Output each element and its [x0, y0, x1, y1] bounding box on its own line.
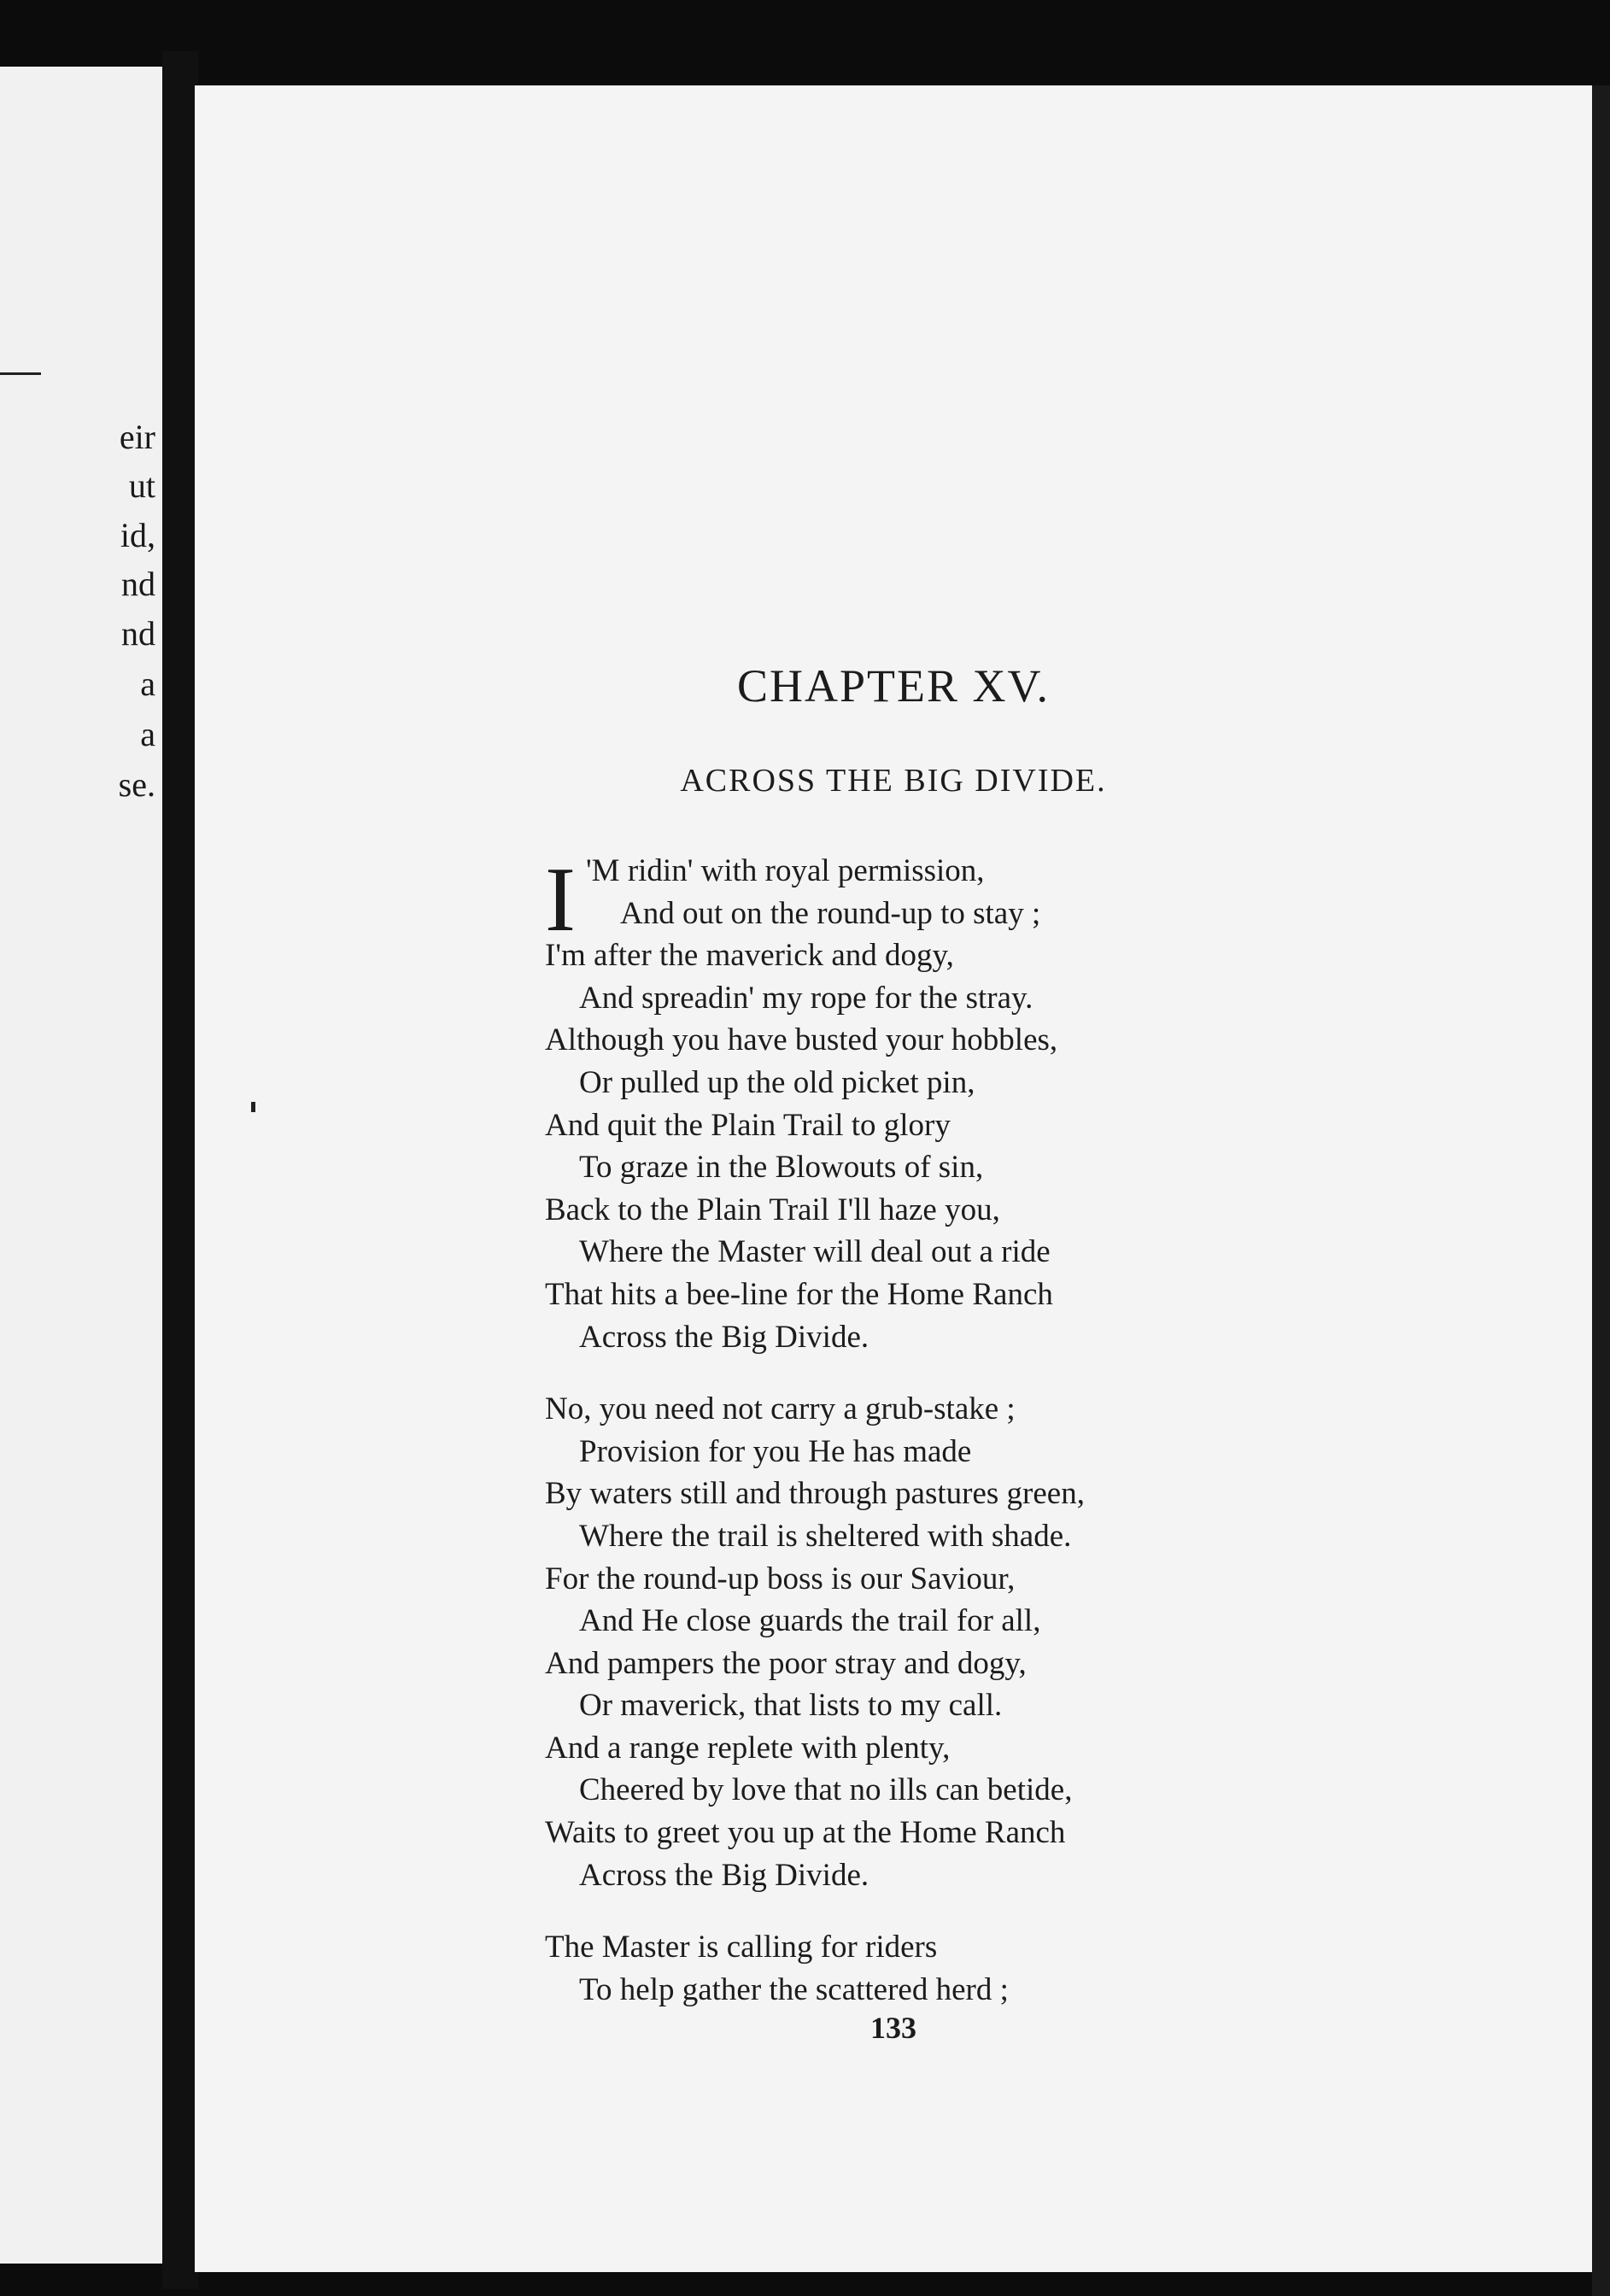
book-page [195, 85, 1592, 2272]
poem-stanza [545, 1388, 1484, 1896]
previous-page-text-fragment: a [140, 665, 155, 703]
previous-page-text-fragment: nd [121, 565, 155, 603]
previous-page-text-fragment: ut [128, 466, 155, 505]
margin-speck [251, 1102, 255, 1112]
poem-line: And out on the round-up to stay ; [620, 895, 1041, 931]
poem-line: The Master is calling for riders [545, 1930, 938, 1965]
previous-page-text-fragment: eir [119, 418, 155, 456]
previous-page-rule [0, 372, 41, 375]
previous-page-text-fragment: id, [120, 516, 155, 554]
poem-line: Across the Big Divide. [579, 1857, 869, 1893]
poem-body [545, 850, 1484, 2041]
poem-line: And He close guards the trail for all, [579, 1603, 1041, 1639]
poem-line: To graze in the Blowouts of sin, [579, 1150, 984, 1186]
previous-page-text-fragment: a [140, 715, 155, 753]
book-gutter [162, 51, 198, 2289]
poem-line: Although you have busted your hobbles, [545, 1022, 1058, 1058]
poem-line: To help gather the scattered herd ; [579, 1971, 1009, 2007]
poem-line: Waits to greet you up at the Home Ranch [545, 1815, 1066, 1851]
section-title: ACROSS THE BIG DIVIDE. [680, 763, 1107, 799]
poem-line: Provision for you He has made [579, 1433, 972, 1469]
poem-line: Or maverick, that lists to my call. [579, 1688, 1003, 1724]
page-number: 133 [870, 2011, 916, 2045]
poem-stanza [545, 1926, 1484, 2011]
previous-page-edge [0, 67, 162, 2264]
poem-line: Where the trail is sheltered with shade. [579, 1518, 1072, 1554]
poem-line: Across the Big Divide. [579, 1319, 869, 1355]
poem-line: Cheered by love that no ills can betide, [579, 1772, 1073, 1808]
poem-line: And a range replete with plenty, [545, 1730, 951, 1766]
previous-page-text-fragment: nd [121, 614, 155, 653]
poem-line: No, you need not carry a grub-stake ; [545, 1391, 1016, 1427]
poem-line: And quit the Plain Trail to glory [545, 1107, 951, 1143]
poem-line: And spreadin' my rope for the stray. [579, 980, 1033, 1016]
poem-line: That hits a bee-line for the Home Ranch [545, 1276, 1053, 1312]
poem-line: 'M ridin' with royal permission, [586, 853, 985, 888]
drop-cap: I [545, 849, 576, 951]
poem-line: Back to the Plain Trail I'll haze you, [545, 1192, 1000, 1227]
previous-page-text-fragment: se. [118, 765, 155, 804]
page-edge-shadow [1592, 85, 1610, 2296]
poem-line: And pampers the poor stray and dogy, [545, 1645, 1027, 1681]
poem-line: Where the Master will deal out a ride [579, 1234, 1051, 1270]
poem-line: By waters still and through pastures green, [545, 1476, 1085, 1512]
poem-stanza [545, 850, 1484, 1358]
poem-line: For the round-up boss is our Saviour, [545, 1561, 1016, 1596]
poem-line: I'm after the maverick and dogy, [545, 938, 954, 974]
chapter-title: CHAPTER XV. [736, 660, 1051, 712]
poem-line: Or pulled up the old picket pin, [579, 1064, 975, 1100]
